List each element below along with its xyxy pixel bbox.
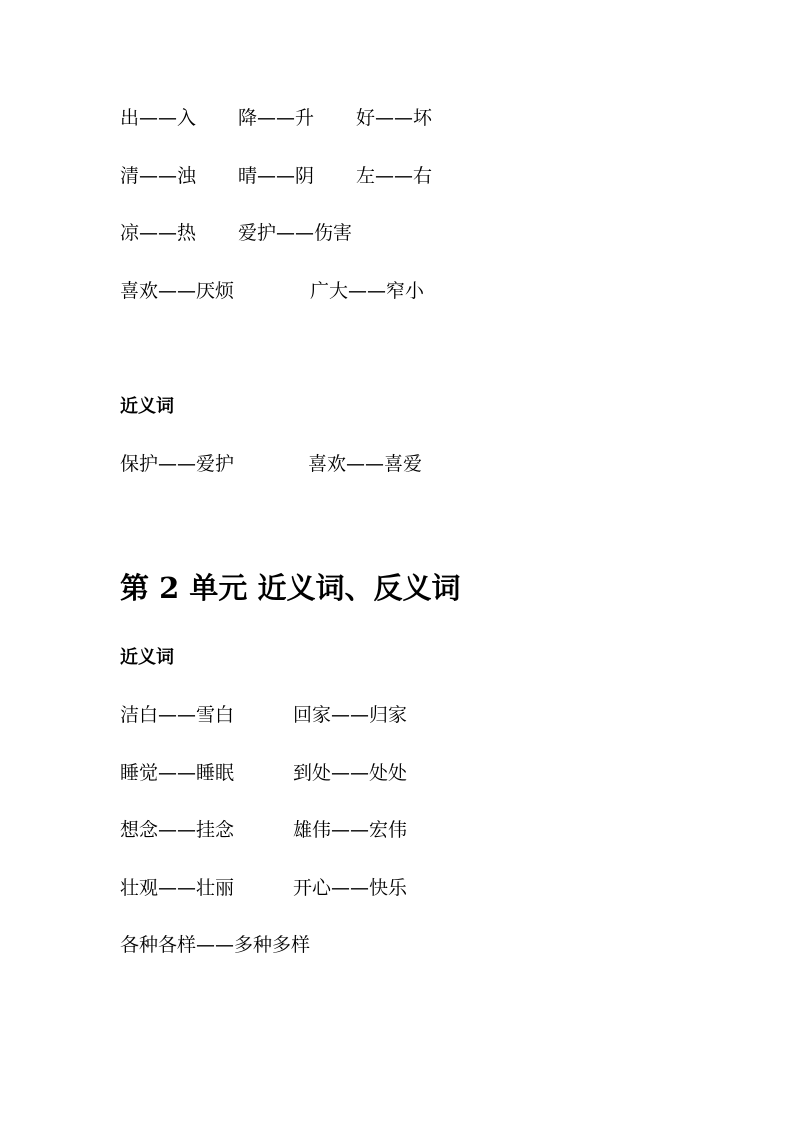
word-pair: 开心——快乐	[293, 877, 408, 899]
word-pair: 保护——爱护	[120, 453, 235, 475]
word-pair: 到处——处处	[293, 762, 408, 784]
word-pair: 各种各样——多种多样	[120, 934, 311, 956]
word-pair: 爱护——伤害	[238, 222, 353, 244]
word-pair: 壮观——壮丽	[120, 877, 235, 899]
word-pair: 凉——热	[120, 222, 197, 244]
word-pair: 喜欢——喜爱	[308, 453, 423, 475]
word-pair: 出——入	[120, 107, 197, 129]
word-pair: 想念——挂念	[120, 819, 235, 841]
word-pair: 好——坏	[356, 107, 433, 129]
word-pair: 左——右	[356, 165, 433, 187]
word-pair: 洁白——雪白	[120, 704, 235, 726]
unit-title: 第 2 单元 近义词、反义词	[120, 571, 461, 605]
word-pair: 清——浊	[120, 165, 197, 187]
word-pair: 回家——归家	[293, 704, 408, 726]
word-pair: 睡觉——睡眠	[120, 762, 235, 784]
word-pair: 晴——阴	[238, 165, 315, 187]
section-heading-synonyms: 近义词	[120, 396, 174, 417]
word-pair: 喜欢——厌烦	[120, 280, 235, 302]
word-pair: 雄伟——宏伟	[293, 819, 408, 841]
word-pair: 降——升	[238, 107, 315, 129]
section-heading-synonyms: 近义词	[120, 647, 174, 668]
word-pair: 广大——窄小	[310, 280, 425, 302]
